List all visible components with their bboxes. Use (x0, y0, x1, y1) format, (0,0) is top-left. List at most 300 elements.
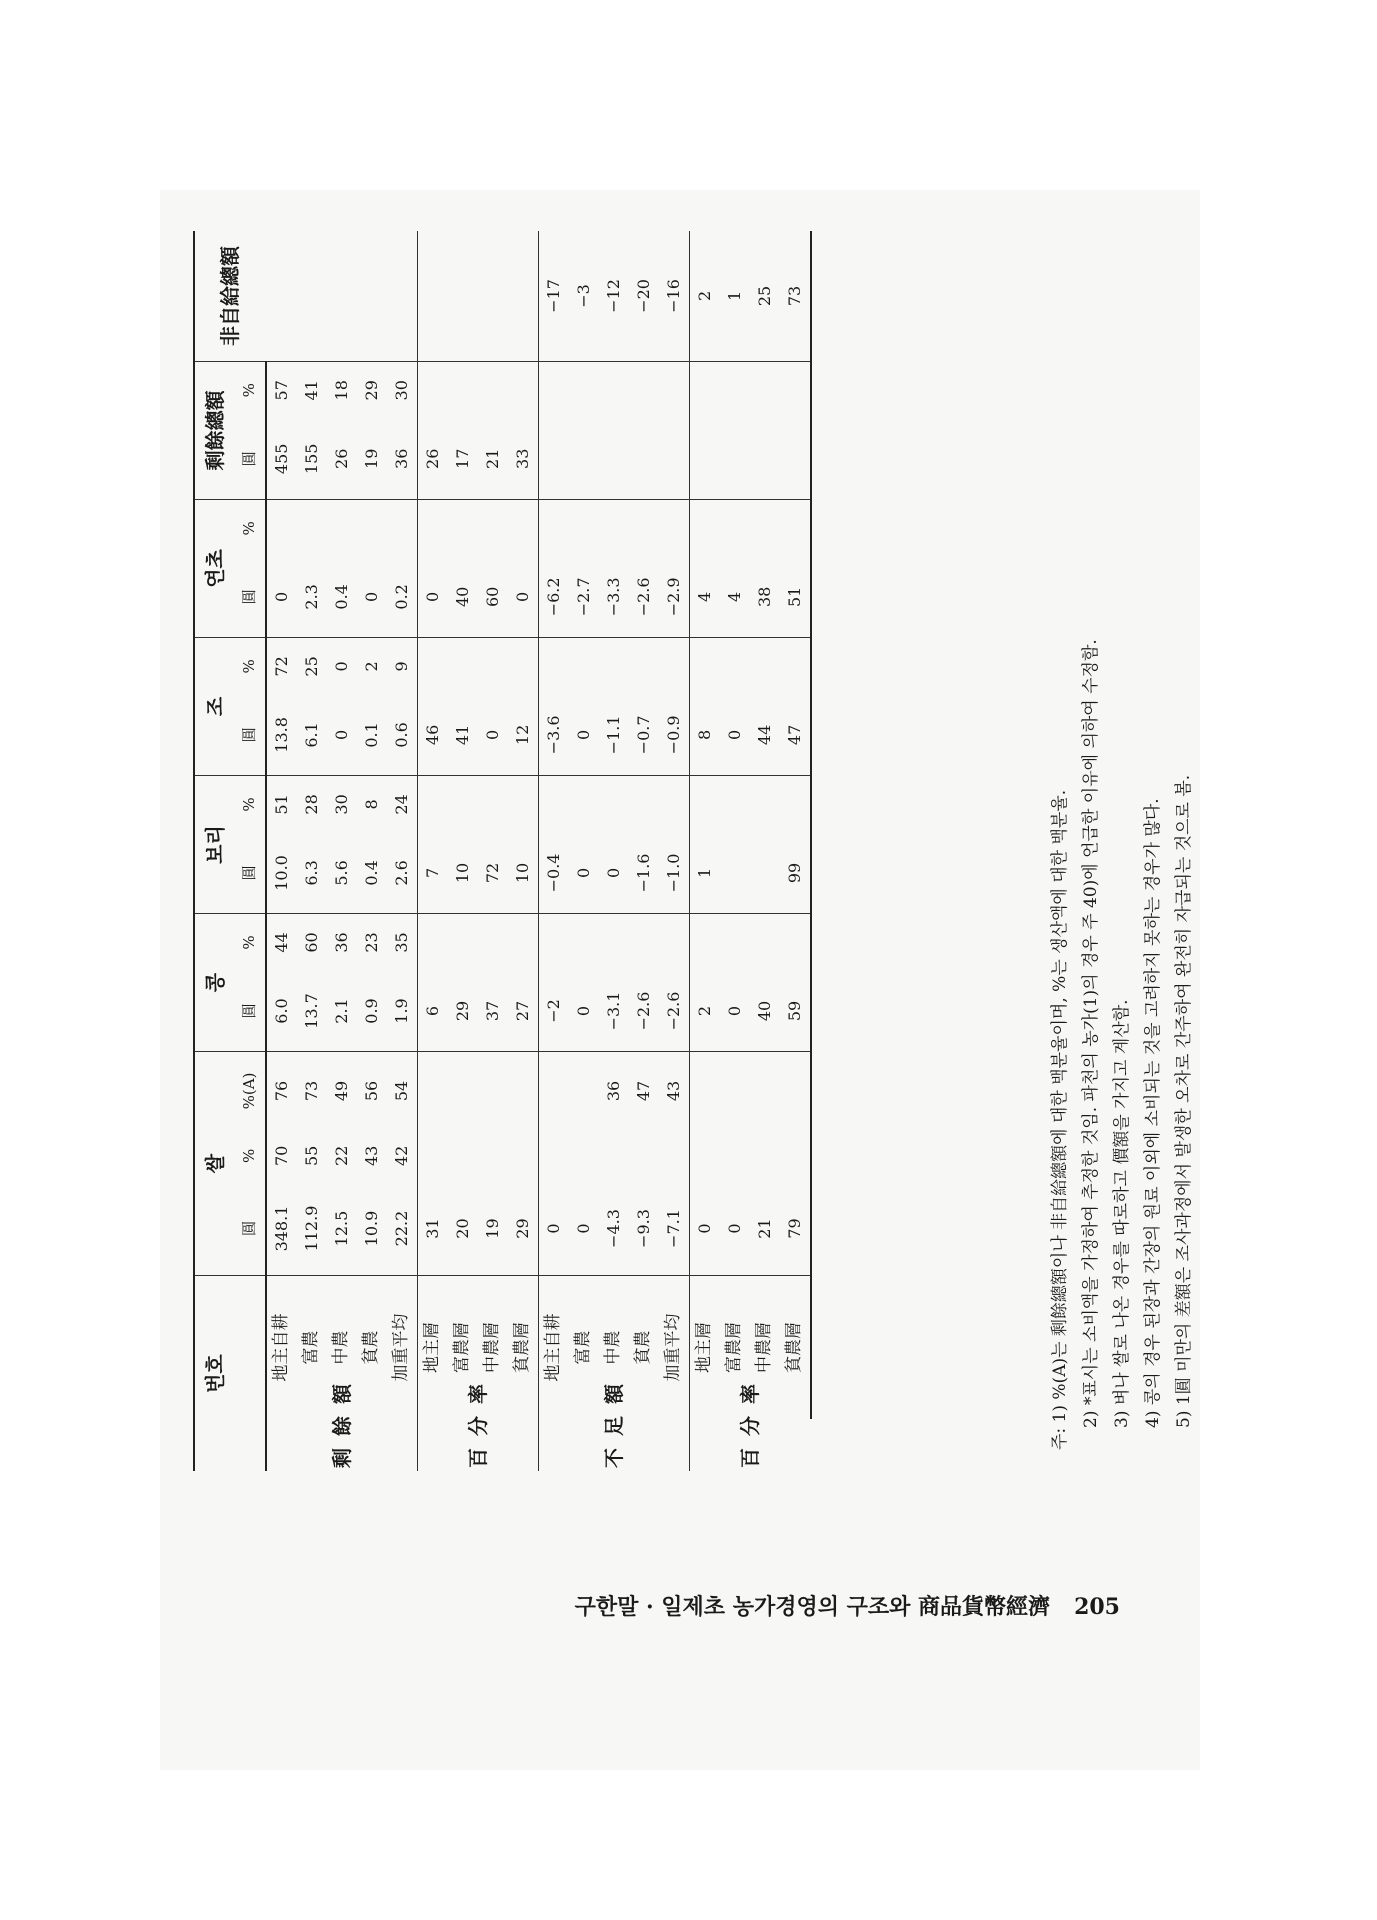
table-cell: −7.1 (663, 1209, 683, 1248)
table-cell: −1.6 (633, 853, 653, 893)
table-cell: 26 (331, 448, 351, 469)
table-cell (750, 361, 780, 418)
table-body (266, 231, 811, 1471)
table-cell (418, 231, 449, 361)
table-cell (539, 419, 570, 500)
table-cell: 6.0 (271, 998, 291, 1024)
footnotes (1045, 639, 1295, 1450)
table-row (508, 231, 539, 1471)
footnote: 5) 1圓 미만의 差額은 조사과정에서 발생한 오차로 간주하여 완전히 자급되는 것으로 봄. (1174, 774, 1194, 1428)
table-cell (418, 1052, 449, 1130)
table-cell: 76 (266, 1052, 297, 1130)
table-cell: 59 (780, 971, 811, 1052)
table-cell: 5.6 (331, 860, 351, 886)
table-cell (448, 1052, 478, 1130)
table-cell: 36 (599, 1052, 629, 1130)
table-cell: 43 (361, 1145, 381, 1167)
table-cell: 49 (327, 1052, 357, 1130)
table-row (357, 231, 387, 1471)
table-cell (539, 361, 570, 418)
table-cell (387, 499, 418, 556)
section-label: 不足額 (601, 1372, 626, 1468)
table-cell (569, 1052, 599, 1130)
table-cell (599, 419, 629, 500)
table-cell: 17 (452, 448, 472, 469)
table-cell: 19 (482, 1218, 502, 1239)
table-cell: −1.1 (603, 715, 623, 755)
table-cell (387, 231, 418, 361)
row-category: 地主層 (690, 1276, 721, 1419)
unit-pct: % (235, 637, 266, 694)
table-cell: 55 (301, 1145, 321, 1167)
table-cell: 4 (690, 557, 721, 638)
table-cell: −0.4 (539, 833, 570, 914)
table-cell (418, 637, 449, 694)
table-cell: 6 (418, 971, 449, 1052)
table-cell (599, 1130, 629, 1182)
table-cell: −20 (633, 279, 653, 313)
table-cell: 6.1 (301, 722, 321, 748)
row-category: 中農 (599, 1276, 629, 1419)
table-cell (448, 776, 478, 833)
footnote: 3) 벼나 쌀로 나온 경우를 따로하고 價額을 가지고 계산함. (1112, 999, 1132, 1428)
unit-won: 圓 (235, 557, 266, 638)
table-cell (569, 1130, 599, 1182)
table-cell (599, 361, 629, 418)
table-cell (478, 1052, 508, 1130)
table-cell (448, 637, 478, 694)
table-cell (780, 361, 811, 418)
table-cell (599, 914, 629, 971)
table-cell: 9 (387, 637, 418, 694)
table-cell: −2.6 (663, 991, 683, 1031)
header-bean: 콩 (194, 914, 235, 1052)
table-cell (508, 776, 539, 833)
table-cell (478, 1130, 508, 1182)
row-category: 地主自耕 (266, 1276, 297, 1419)
table-cell: 56 (357, 1052, 387, 1130)
table-cell: 6.3 (301, 860, 321, 886)
table-cell: 47 (629, 1052, 659, 1130)
table-cell: 0 (573, 1223, 593, 1234)
table-cell: 41 (297, 361, 327, 418)
table-cell: 0 (573, 1005, 593, 1017)
table-cell (720, 914, 750, 971)
unit-won: 圓 (235, 833, 266, 914)
table-cell (508, 1130, 539, 1182)
table-cell (448, 914, 478, 971)
unit-won: 圓 (235, 971, 266, 1052)
footnote: 4) 콩의 경우 된장과 간장의 원료 이외에 소비되는 것을 고려하지 못하는 경우가 많다. (1143, 798, 1163, 1428)
table-cell (690, 1130, 721, 1182)
table-cell: 60 (297, 914, 327, 971)
table-row (750, 231, 780, 1471)
table-cell: 8 (690, 695, 721, 776)
header-millet: 조 (194, 637, 235, 775)
table-cell (599, 776, 629, 833)
table-cell: −1.0 (663, 853, 683, 893)
table-cell: 30 (327, 776, 357, 833)
table-cell (297, 499, 327, 556)
table-cell: 72 (266, 637, 297, 694)
table-cell: 26 (418, 419, 449, 500)
table-cell: 57 (266, 361, 297, 418)
table-cell: 35 (387, 914, 418, 971)
table-cell: 2 (357, 637, 387, 694)
table-cell (629, 637, 659, 694)
header-rice: 쌀 (194, 1052, 235, 1276)
table-cell: 41 (452, 724, 472, 746)
table-cell: −2 (539, 971, 570, 1052)
table-cell: 2 (690, 971, 721, 1052)
row-category: 富農層 (720, 1276, 750, 1419)
unit-pct: % (235, 776, 266, 833)
table-cell: 54 (387, 1052, 418, 1130)
table-cell (780, 1052, 811, 1130)
row-category: 富農 (569, 1276, 599, 1419)
table-cell: −2.7 (573, 577, 593, 617)
table-cell: 29 (452, 1000, 472, 1022)
unit-pct: % (235, 499, 266, 556)
table-cell: 0.2 (391, 584, 411, 610)
table-cell (478, 231, 508, 361)
table-cell: 70 (271, 1145, 291, 1167)
table-cell (720, 1052, 750, 1130)
table-cell (720, 419, 750, 500)
header-tobacco: 연초 (194, 499, 235, 637)
table-cell: 42 (391, 1145, 411, 1167)
table-cell (629, 361, 659, 418)
row-category: 貧農 (629, 1276, 659, 1419)
table-cell (690, 914, 721, 971)
table-cell: 348.1 (271, 1205, 291, 1252)
table-cell: 0 (361, 591, 381, 602)
table-cell (539, 499, 570, 556)
unit-pct: % (235, 361, 266, 418)
table-cell (327, 231, 357, 361)
table-cell: 112.9 (301, 1205, 321, 1252)
table-cell: 0.9 (361, 998, 381, 1024)
table-cell (750, 833, 780, 914)
table-cell (659, 419, 690, 500)
table-cell (418, 914, 449, 971)
table-cell: 0 (724, 729, 744, 740)
table-cell (418, 1130, 449, 1182)
row-category: 貧農層 (508, 1276, 539, 1419)
table-cell (478, 776, 508, 833)
table-cell (659, 1130, 690, 1182)
table-cell: −0.9 (663, 715, 683, 755)
table-cell: 25 (754, 285, 774, 307)
table-cell (690, 361, 721, 418)
row-category: 地主自耕 (539, 1276, 570, 1419)
table-cell: 1 (724, 290, 744, 302)
table-cell (629, 914, 659, 971)
table-cell (720, 833, 750, 914)
unit-won: 圓 (235, 419, 266, 500)
table-cell: 72 (482, 862, 502, 884)
table-cell: −0.7 (633, 715, 653, 755)
table-cell (690, 499, 721, 556)
table-cell: 0 (573, 867, 593, 879)
table-row (659, 231, 690, 1471)
table-cell: 44 (754, 724, 774, 746)
unit-pct: % (235, 914, 266, 971)
table-cell: 0 (331, 729, 351, 740)
table-cell (750, 1052, 780, 1130)
row-category: 貧農層 (780, 1276, 811, 1419)
unit-row (235, 231, 266, 1471)
surplus-deficit-table (193, 231, 812, 1471)
table-cell: 0 (418, 557, 449, 638)
table-cell: 73 (780, 231, 811, 361)
table-cell (478, 914, 508, 971)
table-cell: 44 (266, 914, 297, 971)
table-cell: 0 (327, 637, 357, 694)
table-row (599, 231, 629, 1471)
table-cell (478, 499, 508, 556)
table-cell (569, 361, 599, 418)
table-cell (720, 499, 750, 556)
table-cell: 155 (301, 443, 321, 475)
table-cell: 31 (418, 1182, 449, 1276)
table-cell: 455 (271, 443, 291, 475)
table-cell (418, 499, 449, 556)
table-cell: 36 (327, 914, 357, 971)
table-row (780, 231, 811, 1471)
table-row (266, 231, 297, 1471)
table-cell: 10.0 (271, 855, 291, 891)
footnote: 주: 1) %(A)는 剩餘總額이나 非自給總額에 대한 백분율이며, %는 생산액에 대한 백분율. (1050, 789, 1070, 1450)
header-surplus-total: 剩餘總額 (194, 361, 235, 499)
table-cell (720, 776, 750, 833)
table-cell: 0 (603, 867, 623, 879)
table-cell: 18 (327, 361, 357, 418)
table-cell: 21 (482, 448, 502, 469)
table-cell (780, 637, 811, 694)
table-cell: 0 (573, 729, 593, 740)
row-category: 地主層 (418, 1276, 449, 1419)
table-cell: 38 (754, 586, 774, 608)
table-cell (448, 231, 478, 361)
table-cell: 8 (357, 776, 387, 833)
table-cell (478, 361, 508, 418)
table-cell (750, 914, 780, 971)
table-cell: 2.6 (391, 860, 411, 886)
row-category: 中農層 (750, 1276, 780, 1419)
table-cell (448, 1130, 478, 1182)
table-cell: 0 (482, 729, 502, 740)
table-cell (780, 914, 811, 971)
table-cell (659, 776, 690, 833)
table-cell: 0.1 (361, 722, 381, 748)
table-cell: 47 (780, 695, 811, 776)
table-cell: 28 (297, 776, 327, 833)
table-row (690, 231, 721, 1471)
table-cell: 0 (271, 591, 291, 602)
row-category: 加重平均 (387, 1276, 418, 1419)
header-col-no: 번호 (194, 1276, 235, 1471)
table-cell: 36 (391, 448, 411, 469)
table-cell: 1 (690, 833, 721, 914)
table-cell: −2.6 (633, 991, 653, 1031)
table-cell: 22 (331, 1145, 351, 1167)
unit-won: 圓 (235, 695, 266, 776)
table-cell: 2.1 (331, 998, 351, 1024)
table-cell: 12 (512, 724, 532, 746)
table-row (720, 231, 750, 1471)
table-cell: 10 (512, 862, 532, 884)
table-cell (357, 499, 387, 556)
table-cell (478, 637, 508, 694)
table-cell: 60 (482, 586, 502, 608)
table-row (297, 231, 327, 1471)
table-cell: 29 (512, 1218, 532, 1239)
section-label: 剩餘額 (329, 1372, 354, 1468)
table-row (448, 231, 478, 1471)
table-cell: −17 (539, 231, 570, 361)
running-footer (470, 1590, 1120, 1621)
table-cell: 10.9 (361, 1210, 381, 1247)
table-cell: −2.6 (633, 577, 653, 617)
table-cell (690, 1052, 721, 1130)
table-cell: 1.9 (391, 998, 411, 1024)
table-cell (569, 776, 599, 833)
table-row (387, 231, 418, 1471)
table-cell (357, 231, 387, 361)
table-cell (539, 914, 570, 971)
table-cell (297, 231, 327, 361)
table-cell (418, 361, 449, 418)
table-cell: 73 (297, 1052, 327, 1130)
table-cell (539, 1052, 570, 1130)
table-cell: −3.3 (603, 577, 623, 617)
row-category: 中農層 (478, 1276, 508, 1419)
table-cell: 2.3 (301, 584, 321, 610)
header-row (194, 231, 235, 1471)
table-cell: 12.5 (331, 1210, 351, 1247)
table-cell (780, 419, 811, 500)
section-label: 百分率 (465, 1372, 490, 1468)
data-table-rotated (193, 231, 983, 1471)
unit-won: 圓 (235, 1182, 266, 1276)
table-cell: −4.3 (603, 1209, 623, 1248)
table-cell: 99 (780, 833, 811, 914)
table-cell (266, 231, 297, 361)
table-cell (720, 637, 750, 694)
table-cell (720, 361, 750, 418)
table-cell: 33 (512, 448, 532, 469)
table-cell (569, 499, 599, 556)
table-cell (327, 499, 357, 556)
table-cell: 13.8 (271, 717, 291, 753)
table-cell (508, 637, 539, 694)
table-cell: 27 (512, 1000, 532, 1022)
table-row (418, 231, 449, 1471)
table-cell: 25 (297, 637, 327, 694)
table-cell (750, 419, 780, 500)
table-row (478, 231, 508, 1471)
table-cell (508, 1052, 539, 1130)
table-cell (750, 637, 780, 694)
table-cell: 79 (780, 1182, 811, 1276)
table-cell (569, 914, 599, 971)
table-cell: 23 (357, 914, 387, 971)
table-cell: −9.3 (633, 1209, 653, 1248)
table-cell (750, 499, 780, 556)
table-cell: 10 (452, 862, 472, 884)
table-cell: −3.6 (539, 695, 570, 776)
table-row (629, 231, 659, 1471)
table-cell: 29 (357, 361, 387, 418)
row-category: 加重平均 (659, 1276, 690, 1419)
section-label: 百分率 (738, 1372, 762, 1468)
table-cell (629, 419, 659, 500)
table-cell (266, 499, 297, 556)
table-cell (508, 499, 539, 556)
row-category: 中農 (327, 1276, 357, 1419)
header-barley: 보리 (194, 776, 235, 914)
table-cell: 0.4 (361, 860, 381, 886)
table-cell: 19 (361, 448, 381, 469)
table-cell (659, 914, 690, 971)
table-cell (539, 637, 570, 694)
table-cell (448, 361, 478, 418)
table-cell (750, 776, 780, 833)
table-cell: 43 (659, 1052, 690, 1130)
page-number: 205 (1074, 1594, 1120, 1620)
table-cell: −12 (603, 279, 623, 313)
table-cell: 13.7 (301, 993, 321, 1029)
table-cell: 0.4 (331, 584, 351, 610)
unit-pct: % (235, 1130, 266, 1182)
table-cell: 20 (452, 1218, 472, 1239)
table-cell: 0 (690, 1182, 721, 1276)
row-category: 富農層 (448, 1276, 478, 1419)
table-cell (508, 914, 539, 971)
table-cell: −6.2 (539, 557, 570, 638)
table-cell (780, 499, 811, 556)
row-category: 貧農 (357, 1276, 387, 1419)
table-cell (629, 1130, 659, 1182)
table-cell: 0 (539, 1182, 570, 1276)
table-cell: 46 (418, 695, 449, 776)
running-title: 구한말 · 일제초 농가경영의 구조와 商品貨幣經濟 (574, 1594, 1051, 1620)
table-cell: 30 (387, 361, 418, 418)
table-cell: 0.6 (391, 722, 411, 748)
row-category: 富農 (297, 1276, 327, 1419)
table-cell: 7 (418, 833, 449, 914)
table-cell (599, 637, 629, 694)
table-cell (508, 231, 539, 361)
table-cell (569, 419, 599, 500)
table-cell (780, 1130, 811, 1182)
footnote: 2) *표시는 소비액을 가정하여 추정한 것임. 파천의 농가(1)의 경우 주 40)에 언급한 이유에 의하여 수정함. (1081, 639, 1101, 1428)
table-cell (418, 776, 449, 833)
unit-pct-a: %(A) (235, 1052, 266, 1130)
table-cell (690, 776, 721, 833)
table-row (569, 231, 599, 1471)
table-cell: 21 (754, 1218, 774, 1239)
table-cell: 0 (724, 1005, 744, 1017)
table-row (539, 231, 570, 1471)
table-cell: 0 (512, 591, 532, 602)
table-cell: 51 (266, 776, 297, 833)
table-cell (508, 361, 539, 418)
table-cell (539, 776, 570, 833)
table-cell: 37 (482, 1000, 502, 1022)
table-cell: 22.2 (391, 1210, 411, 1247)
